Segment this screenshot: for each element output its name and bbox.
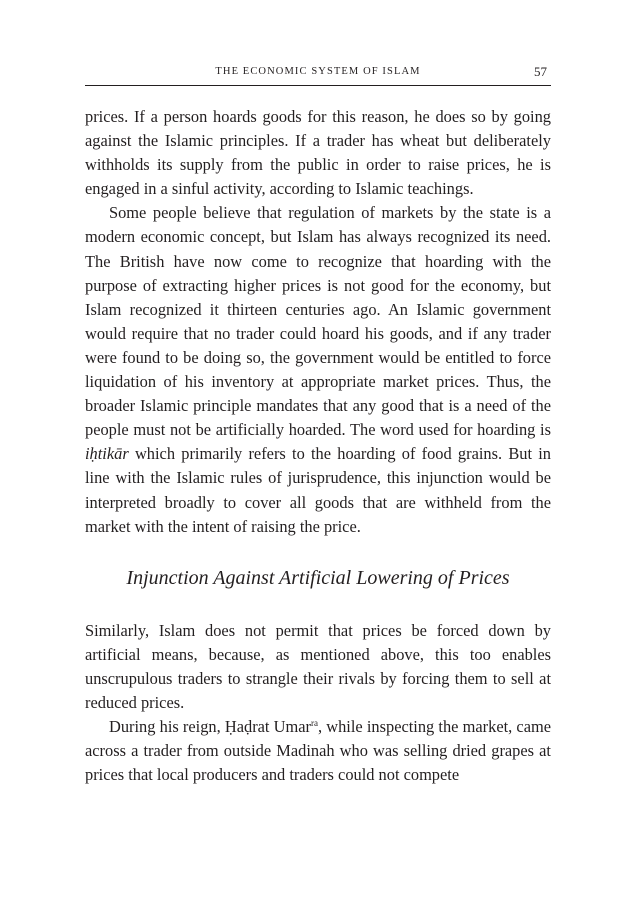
page-number: 57 [534,64,547,79]
paragraph-text: , while inspecting the market, came across a trader from outside Madinah who was selling dried grapes at prices that local producers and traders could not compete [85,717,551,785]
honorific-superscript: ra [311,718,318,729]
italic-term: iḥtikār [85,444,129,464]
running-title: THE ECONOMIC SYSTEM OF ISLAM [215,66,421,77]
paragraph-text: prices. If a person hoards goods for this reason, he does so by going against the Islamic principles. If a trader has wheat but deliberately withholds its supply from the public in order to raise prices, he is engaged in a sinful activity, according to Islamic teachings. [85,107,551,199]
paragraph-3 [85,619,551,715]
paragraph-1 [85,105,551,201]
paragraph-text: During his reign, [109,717,225,737]
paragraph-text: Some people believe that regulation of markets by the state is a modern economic concept, but Islam has always recognized its need. The British have now come to recognize that hoarding with the purpose of extracting higher prices is not good for the economy, but Islam recognized it thirteen centuries ago. An Islamic government would require that no trader could hoard his goods, and if any trader were found to be doing so, the government would be entitled to force liquidation of his inventory at appropriate market prices. Thus, the broader Islamic principle mandates that any good that is a need of the people must not be artificially hoarded. The word used for hoarding is [85,203,551,440]
paragraph-text: which primarily refers to the hoarding of food grains. But in line with the Islamic rules of jurisprudence, this injunction would be interpreted broadly to cover all goods that are withheld from the market with the intent of raising the price. [85,444,551,536]
running-header [85,64,551,80]
section-heading: Injunction Against Artificial Lowering of Prices [126,566,510,589]
header-rule [85,85,551,86]
page-body [85,105,551,787]
paragraph-text: Similarly, Islam does not permit that prices be forced down by artificial means, because, as mentioned above, this too enables unscrupulous traders to strangle their rivals by forcing them to sell at reduced prices. [85,620,551,712]
paragraph-2 [85,201,551,538]
person-name: Ḥaḍrat Umar [224,717,311,737]
paragraph-4 [85,715,551,787]
